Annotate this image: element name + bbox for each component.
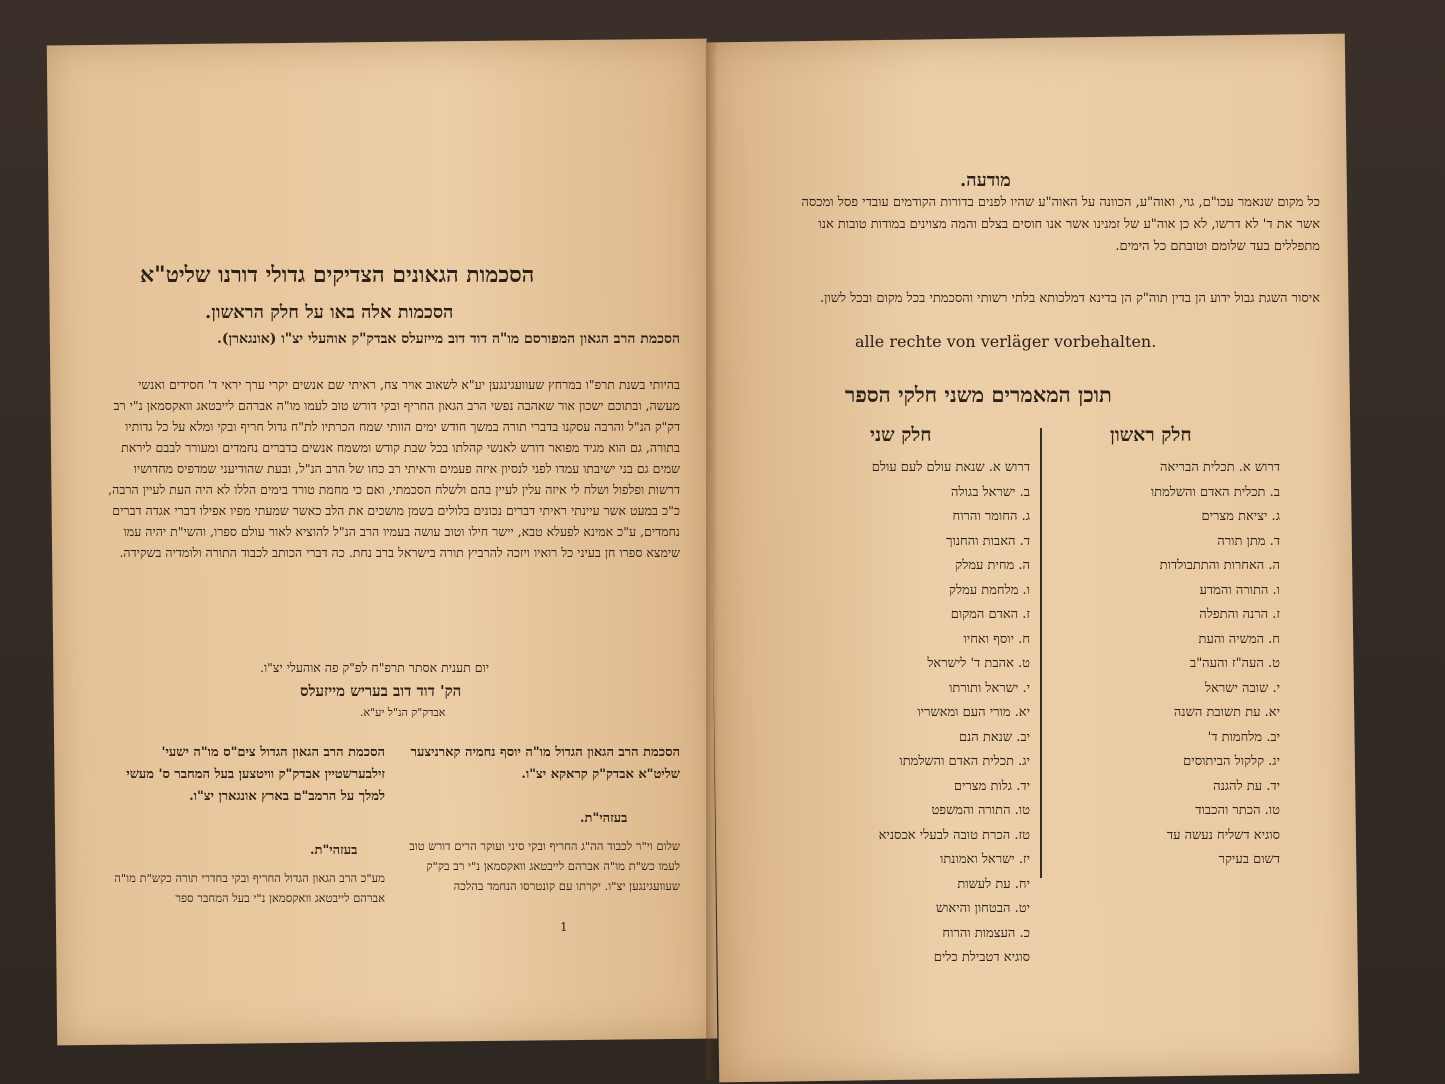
part-one-item: טו. הכתר והכבוד [1195, 803, 1280, 818]
part-one-item: ה. האחרות והתתבולדות [1159, 558, 1280, 573]
approval1-signature-title: אבדק"ק הנ"ל יע"א. [360, 706, 446, 719]
part-two-item: ו. מלחמת עמלק [949, 582, 1030, 598]
notice-paragraph: כל מקום שנאמר עכו"ם, גוי, ואוה"ע, הכוונה על האוה"ע שהיו לפנים בדורות הקודמים עובדי פסל ומכסה אשר את ד' לא דרשו, לא כן אוה"ע של זמנינו אשר אנו חוסים בצלם והמה מצוינים במודות טובות אנו מתפללים בעד שלומם וטובתם כל הימים. [801, 195, 1320, 254]
part-two-item: כ. העצמות והרוח [942, 925, 1030, 941]
part-one-item: ו. התורה והמדע [1199, 582, 1280, 598]
approval2-body: שלום וי"ר לכבוד הה"ג החריף ובקי סיני ועוקר הרים דורש טוב לעמו כש"ת מו"ה אברהם לייבטאג וואקסמאן נ"י רב בק"ק שעוועגינגען יצ"ו. יקרתו עם קונטרסו הנחמד בהלכה [409, 839, 680, 893]
part-one-heading: חלק ראשון [1110, 424, 1192, 446]
part-two-item: י. ישראל ותורתו [949, 680, 1030, 696]
approvals-subtitle: הסכמות אלה באו על חלק הראשון. [205, 302, 454, 323]
part-one-item: ד. מתן תורה [1217, 533, 1280, 549]
approval3-greeting: בעזהי"ת. [310, 843, 358, 858]
part-two-item: יח. עת לעשות [957, 876, 1030, 892]
page-number: 1 [560, 920, 568, 934]
approval1-heading: הסכמת הרב הגאון המפורסם מו"ה דוד דוב מייזעלס אבדק"ק אוהעלי יצ"ו (אונגארן). [217, 331, 680, 347]
approval3-heading: הסכמת הרב הגאון הגדול צים"ס מו"ה ישעי' זילבערשטיין אבדק"ק וויטצען בעל המחבר ס' מעשי למלך על הרמב"ם בארץ אונגארן יצ"ו. [126, 745, 385, 804]
part-one-item: יב. מלחמות ד' [1207, 729, 1280, 745]
part-two-item: יד. גלות מצרים [953, 778, 1030, 794]
approval3-body: מע"כ הרב הגאון הגדול החריף ובקי בחדרי תורה כקש"ת מו"ה אברהם לייבטאג וואקסמאן נ"י בעל המחבר ספר [114, 871, 385, 905]
part-two-item: טז. הכרת טובה לבעלי אכסניא [878, 827, 1030, 843]
part-two-item: סוגיא דטבילת כלים [933, 950, 1030, 965]
part-one-item: יא. עת תשובת השנה [1173, 705, 1280, 720]
part-one-item: ז. הרנה והתפלה [1199, 607, 1280, 622]
part-one-item: ט. העה"ז והעה"ב [1189, 656, 1280, 671]
part-two-item: יא. מורי העם ומאשריו [917, 705, 1030, 720]
part-one-item: ב. תכלית האדם והשלמתו [1150, 484, 1280, 500]
part-two-item: ח. יוסף ואחיו [963, 631, 1030, 647]
part-one-item: דשום בעיקר [1218, 852, 1280, 867]
approval1-signature: הק' דוד דוב בעריש מייזעלס [300, 682, 462, 700]
part-two-item: ד. האבות והחנוך [946, 533, 1030, 549]
approvals-title: הסכמות הגאונים הצדיקים גדולי דורנו שליט"א [140, 262, 535, 288]
approval2-heading: הסכמת הרב הגאון הגדול מו"ה יוסף נחמיה קארניצער שליט"א אבדק"ק קראקא יצ"ו. [410, 745, 680, 782]
approval2-greeting: בעזהי"ת. [580, 811, 628, 826]
part-two-item: יג. תכלית האדם והשלמתו [899, 754, 1030, 769]
part-one-item: סוגיא דשליח נעשה עד [1166, 827, 1280, 843]
part-two-heading: חלק שני [870, 424, 932, 446]
part-two-item: טו. התורה והמשפט [931, 803, 1030, 818]
approval1-date: יום תענית אסתר תרפ"ח לפ"ק פה אוהעלי יצ"ו. [260, 660, 489, 675]
toc-title: תוכן המאמרים משני חלקי הספר [845, 382, 1112, 407]
part-one-list [1050, 456, 1280, 873]
part-one-item: יג. קלקול הביתוסים [1183, 754, 1280, 769]
part-two-item: ז. האדם המקום [950, 607, 1030, 622]
part-two-item: ג. החומר והרוח [952, 509, 1030, 524]
part-two-item: יט. הבטחון והיאוש [935, 901, 1030, 916]
approval1-body: בהיותי בשנת תרפ"ו במרחץ שעוועגינגען יע"א לשאוב אויר צח, ראיתי שם אנשים יקרי ערך יראי ד' חסידים ואנשי מעשה, ובתוכם ישכון אור שאהבה נפשי הרב הגאון החריף ובקי דורש טוב לעמו מו"ה אברהם לייבטאג וואקסמאן נ"י רב דק"ק הנ"ל והרבה עסקנו בדברי תורה במשך חודש ימים הוותי שמח הכרתיו לת"ח גדול חריף ובקי ומלא על כל גדותיו בתורה, גם הוא מגיד מפואר דורש לאנשי קהלתו בכל שבת קודש ומשמח אנשים בדברים נחמדים ומעורר לבבם ליראת שמים גם בני ישיבתו עמדו לפני לנסיון איזה פעמים וראיתי רב כחו של הרב הנ"ל, ובעת שהודיעני שמדפיס מחדושיו דרשות ופלפול ושלח לי איזה עלין לעיין בהם ולשלח הסכמתי, ואם כי מחמת טורד בימים הללו לא היה העת לעיין הרבה, כ"כ במעט אשר עיינתי ראיתי דברים נכונים בלולים בשמן מושכים את הלב כאשר שמעתי מפיו אפילו דברי אגדה דברים נחמדים, ע"כ אמינא לפעלא טבא, יישר חילו וטוב עושה בעמיו הרב הנ"ל להוציא לאור עולם ספרו, והשי"ת יהיה עמו שימצא ספרו חן בעיני כל רואיו ויזכה להרביץ תורה בישראל ברב נחת. כה דברי הכותב לכבוד התורה ולומדיה בשקידה. [108, 377, 680, 560]
book-spine [706, 40, 718, 1080]
notice-title: מודעה. [960, 170, 1011, 191]
part-two-item: ט. אהבת ד' לישראל [927, 656, 1030, 671]
part-two-item: יז. ישראל ואמונתו [940, 852, 1030, 867]
toc-column-divider [1040, 428, 1042, 878]
copyright-paragraph: איסור השגת גבול ידוע הן בדין תוה"ק הן בדינא דמלכותא בלתי רשותי והסכמתי בכל מקום ובכל לשון. [820, 291, 1320, 306]
part-two-item: ה. מחית עמלק [955, 558, 1030, 573]
part-two-item: יב. שנאת הנם [958, 729, 1030, 745]
part-one-item: דרוש א. תכלית הבריאה [1159, 460, 1280, 475]
rights-line: alle rechte von verläger vorbehalten. [855, 332, 1157, 351]
part-one-item: יד. עת להגנה [1213, 778, 1280, 794]
part-two-list [800, 456, 1030, 971]
part-two-item: ב. ישראל בגולה [951, 484, 1030, 500]
part-one-item: ח. המשיה והעת [1198, 631, 1280, 647]
part-two-item: דרוש א. שנאת עולם לעם עולם [871, 460, 1030, 475]
part-one-item: י. שובה ישראל [1205, 680, 1280, 696]
part-one-item: ג. יציאת מצרים [1201, 509, 1280, 524]
